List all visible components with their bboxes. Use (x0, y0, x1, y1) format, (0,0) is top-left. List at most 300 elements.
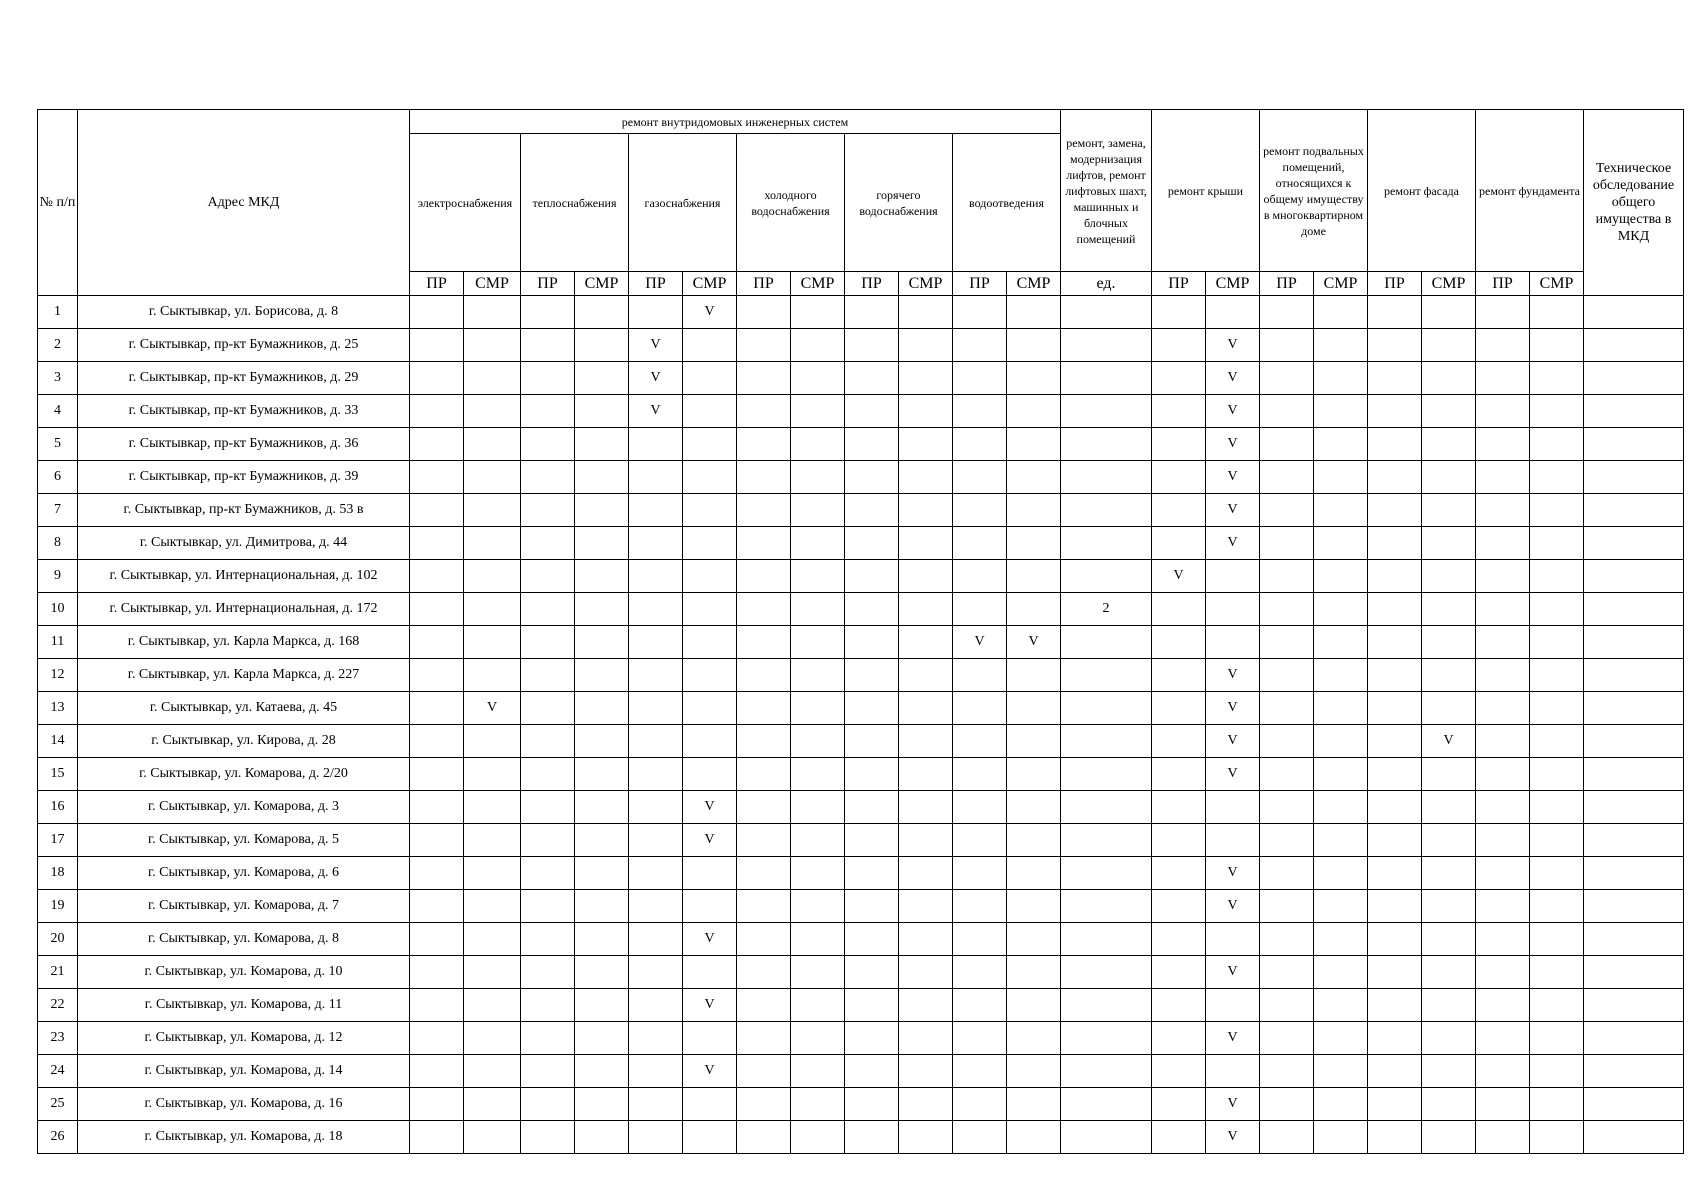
row-cell (521, 395, 575, 428)
row-cell (1530, 956, 1584, 989)
row-cell (575, 362, 629, 395)
table-row (38, 1055, 1684, 1088)
row-cell (1368, 659, 1422, 692)
row-cell (410, 626, 464, 659)
table-row (38, 989, 1684, 1022)
row-cell (1061, 791, 1152, 824)
row-cell (1584, 362, 1684, 395)
row-cell (1260, 890, 1314, 923)
row-cell (629, 758, 683, 791)
row-cell (791, 527, 845, 560)
row-number: 8 (38, 527, 78, 560)
row-number: 16 (38, 791, 78, 824)
row-cell (575, 923, 629, 956)
row-cell (1206, 989, 1260, 1022)
table-row (38, 758, 1684, 791)
row-cell (521, 725, 575, 758)
row-cell (1368, 923, 1422, 956)
row-cell (1260, 1055, 1314, 1088)
row-cell (575, 791, 629, 824)
row-cell (1260, 824, 1314, 857)
row-cell (791, 626, 845, 659)
row-cell (521, 494, 575, 527)
row-cell (410, 758, 464, 791)
row-cell (1260, 461, 1314, 494)
row-cell (1314, 791, 1368, 824)
row-cell (1314, 1088, 1368, 1121)
row-cell (899, 494, 953, 527)
row-cell (1152, 989, 1206, 1022)
row-cell (1152, 494, 1206, 527)
subheader-pr-0: ПР (410, 272, 464, 296)
row-number: 7 (38, 494, 78, 527)
row-cell (899, 857, 953, 890)
row-cell (1530, 461, 1584, 494)
row-cell (791, 725, 845, 758)
row-cell (737, 329, 791, 362)
row-cell (1314, 395, 1368, 428)
row-cell (737, 1121, 791, 1154)
row-cell: V (464, 692, 521, 725)
header-hot-water: горячего водоснабжения (845, 134, 953, 272)
row-cell (899, 593, 953, 626)
header-foundation: ремонт фундамента (1476, 110, 1584, 272)
row-cell (953, 824, 1007, 857)
row-cell (737, 527, 791, 560)
row-cell (1368, 560, 1422, 593)
row-number: 11 (38, 626, 78, 659)
row-address: г. Сыктывкар, ул. Комарова, д. 2/20 (78, 758, 410, 791)
row-cell (845, 923, 899, 956)
row-cell (1260, 1121, 1314, 1154)
row-cell (845, 362, 899, 395)
subheader-smr-9: СМР (899, 272, 953, 296)
row-cell (1206, 626, 1260, 659)
row-cell (521, 1022, 575, 1055)
row-cell (953, 296, 1007, 329)
row-cell (629, 428, 683, 461)
row-cell (737, 494, 791, 527)
row-cell (521, 362, 575, 395)
row-cell (1368, 527, 1422, 560)
table-header (38, 110, 1684, 296)
row-cell (575, 956, 629, 989)
row-number: 14 (38, 725, 78, 758)
row-cell (521, 1121, 575, 1154)
row-cell (410, 329, 464, 362)
row-number: 20 (38, 923, 78, 956)
row-cell (1476, 659, 1530, 692)
row-cell (1314, 659, 1368, 692)
row-cell (953, 758, 1007, 791)
row-cell (1152, 692, 1206, 725)
row-cell (629, 1088, 683, 1121)
row-cell (1260, 527, 1314, 560)
table-row (38, 890, 1684, 923)
row-cell (899, 329, 953, 362)
row-cell (1061, 296, 1152, 329)
row-cell (1314, 857, 1368, 890)
row-cell (464, 593, 521, 626)
row-cell (737, 956, 791, 989)
row-cell (899, 725, 953, 758)
row-cell (953, 890, 1007, 923)
row-cell (1530, 560, 1584, 593)
row-cell (899, 791, 953, 824)
row-cell (737, 758, 791, 791)
subheader-smr-7: СМР (791, 272, 845, 296)
row-cell: V (1206, 494, 1260, 527)
row-cell (1584, 692, 1684, 725)
row-cell (464, 395, 521, 428)
row-cell (521, 890, 575, 923)
row-cell (410, 1121, 464, 1154)
table-row (38, 1121, 1684, 1154)
row-cell (464, 659, 521, 692)
row-cell (1584, 725, 1684, 758)
row-cell (410, 428, 464, 461)
row-cell (1152, 626, 1206, 659)
row-address: г. Сыктывкар, ул. Комарова, д. 3 (78, 791, 410, 824)
row-cell (1584, 494, 1684, 527)
row-cell (737, 824, 791, 857)
row-cell (629, 461, 683, 494)
row-cell (464, 527, 521, 560)
row-cell (1530, 1088, 1584, 1121)
row-cell (1476, 890, 1530, 923)
row-cell (629, 725, 683, 758)
row-cell (1314, 758, 1368, 791)
row-cell (845, 296, 899, 329)
row-cell (1476, 329, 1530, 362)
row-cell (575, 428, 629, 461)
row-cell (791, 989, 845, 1022)
row-number: 6 (38, 461, 78, 494)
row-address: г. Сыктывкар, ул. Комарова, д. 18 (78, 1121, 410, 1154)
row-cell (953, 692, 1007, 725)
row-cell (1007, 989, 1061, 1022)
table-row (38, 428, 1684, 461)
row-cell (899, 461, 953, 494)
table-row (38, 824, 1684, 857)
row-cell (1476, 395, 1530, 428)
row-cell (1260, 296, 1314, 329)
row-cell (1007, 725, 1061, 758)
row-cell (737, 725, 791, 758)
row-cell (1152, 1055, 1206, 1088)
row-cell (1152, 428, 1206, 461)
header-internal-systems: ремонт внутридомовых инженерных систем (410, 110, 1061, 134)
row-cell (1422, 362, 1476, 395)
row-cell (1476, 956, 1530, 989)
row-cell (845, 395, 899, 428)
row-cell (1368, 1055, 1422, 1088)
table-row (38, 626, 1684, 659)
row-cell (1061, 560, 1152, 593)
subheader-pr-2: ПР (521, 272, 575, 296)
table-row (38, 692, 1684, 725)
row-cell (1584, 626, 1684, 659)
row-cell (845, 560, 899, 593)
row-cell (1368, 692, 1422, 725)
row-cell (521, 923, 575, 956)
row-cell (521, 461, 575, 494)
row-cell (1260, 758, 1314, 791)
row-cell (1368, 296, 1422, 329)
row-cell (1061, 725, 1152, 758)
row-cell (953, 659, 1007, 692)
row-cell (1007, 659, 1061, 692)
header-cold-water: холодного водоснабжения (737, 134, 845, 272)
row-cell (1368, 593, 1422, 626)
row-cell (464, 1022, 521, 1055)
row-cell (1152, 791, 1206, 824)
row-cell (1584, 461, 1684, 494)
row-cell (1152, 758, 1206, 791)
row-cell: V (683, 923, 737, 956)
row-cell (791, 791, 845, 824)
row-cell (464, 329, 521, 362)
row-cell (1368, 890, 1422, 923)
row-number: 3 (38, 362, 78, 395)
row-number: 19 (38, 890, 78, 923)
row-cell (1368, 1022, 1422, 1055)
row-cell (1260, 725, 1314, 758)
row-cell (899, 824, 953, 857)
row-cell (1314, 329, 1368, 362)
row-cell (1152, 1022, 1206, 1055)
row-cell (521, 824, 575, 857)
row-cell (1422, 296, 1476, 329)
row-cell (1007, 1022, 1061, 1055)
row-cell (1368, 758, 1422, 791)
row-cell (737, 659, 791, 692)
row-cell (1530, 725, 1584, 758)
row-cell (1530, 692, 1584, 725)
row-cell (1206, 791, 1260, 824)
row-cell (845, 692, 899, 725)
row-cell (521, 560, 575, 593)
table-row (38, 560, 1684, 593)
row-cell (629, 791, 683, 824)
row-address: г. Сыктывкар, ул. Комарова, д. 10 (78, 956, 410, 989)
row-cell (1260, 494, 1314, 527)
row-cell (464, 725, 521, 758)
row-cell (410, 659, 464, 692)
row-cell (1422, 395, 1476, 428)
row-cell: V (629, 329, 683, 362)
row-cell (1422, 626, 1476, 659)
row-cell (521, 593, 575, 626)
row-cell (1061, 461, 1152, 494)
row-cell (1422, 593, 1476, 626)
row-cell (899, 890, 953, 923)
row-cell (1530, 890, 1584, 923)
row-cell (1152, 329, 1206, 362)
row-cell (1476, 593, 1530, 626)
row-cell (410, 296, 464, 329)
row-cell (575, 494, 629, 527)
header-facade: ремонт фасада (1368, 110, 1476, 272)
row-cell (737, 626, 791, 659)
row-cell: V (683, 791, 737, 824)
row-cell (1584, 824, 1684, 857)
row-cell (791, 890, 845, 923)
row-cell (575, 692, 629, 725)
row-cell (1061, 923, 1152, 956)
row-cell (791, 659, 845, 692)
row-number: 15 (38, 758, 78, 791)
row-cell (1584, 428, 1684, 461)
row-cell (410, 956, 464, 989)
row-address: г. Сыктывкар, ул. Комарова, д. 12 (78, 1022, 410, 1055)
row-cell (1476, 1055, 1530, 1088)
row-cell (1314, 461, 1368, 494)
row-cell (1476, 1022, 1530, 1055)
row-cell (791, 1055, 845, 1088)
table-row (38, 857, 1684, 890)
row-cell (791, 362, 845, 395)
row-cell (1314, 527, 1368, 560)
row-cell (683, 956, 737, 989)
row-cell (683, 725, 737, 758)
row-cell (1368, 824, 1422, 857)
header-lifts: ремонт, замена, модернизация лифтов, ремонт лифтовых шахт, машинных и блочных помещений (1061, 110, 1152, 272)
row-cell (1260, 923, 1314, 956)
row-cell (1530, 395, 1584, 428)
row-cell (737, 1022, 791, 1055)
row-cell (899, 428, 953, 461)
row-cell (1061, 1088, 1152, 1121)
row-cell (791, 428, 845, 461)
row-cell (791, 1088, 845, 1121)
row-cell (737, 428, 791, 461)
row-address: г. Сыктывкар, пр-кт Бумажников, д. 33 (78, 395, 410, 428)
row-cell (575, 593, 629, 626)
row-cell (683, 527, 737, 560)
row-cell (629, 626, 683, 659)
row-cell (521, 659, 575, 692)
row-cell (521, 527, 575, 560)
row-cell (1476, 296, 1530, 329)
row-cell (629, 593, 683, 626)
row-cell: V (629, 362, 683, 395)
row-cell (953, 395, 1007, 428)
row-cell (1530, 1055, 1584, 1088)
row-cell (1584, 890, 1684, 923)
row-cell: V (1206, 956, 1260, 989)
row-cell (575, 329, 629, 362)
row-cell (410, 1022, 464, 1055)
row-number: 18 (38, 857, 78, 890)
row-cell (899, 362, 953, 395)
row-cell (1260, 692, 1314, 725)
row-cell (1007, 593, 1061, 626)
row-cell (521, 989, 575, 1022)
header-gas: газоснабжения (629, 134, 737, 272)
row-address: г. Сыктывкар, ул. Карла Маркса, д. 227 (78, 659, 410, 692)
row-cell (953, 1121, 1007, 1154)
row-cell (410, 692, 464, 725)
row-cell (953, 560, 1007, 593)
row-number: 9 (38, 560, 78, 593)
row-cell (575, 890, 629, 923)
row-cell (410, 461, 464, 494)
row-cell (1422, 1055, 1476, 1088)
row-cell (1206, 923, 1260, 956)
row-cell (1476, 494, 1530, 527)
row-cell (1368, 461, 1422, 494)
row-cell (575, 659, 629, 692)
row-cell (1152, 1088, 1206, 1121)
row-cell (629, 1121, 683, 1154)
table-row (38, 362, 1684, 395)
row-cell (737, 857, 791, 890)
row-address: г. Сыктывкар, ул. Комарова, д. 7 (78, 890, 410, 923)
row-cell (683, 461, 737, 494)
row-cell (791, 692, 845, 725)
row-cell (1476, 1121, 1530, 1154)
row-cell: V (683, 1055, 737, 1088)
row-cell (1584, 527, 1684, 560)
row-cell (737, 989, 791, 1022)
subheader-smr-11: СМР (1007, 272, 1061, 296)
row-cell (1061, 659, 1152, 692)
row-cell (1007, 362, 1061, 395)
row-cell (953, 428, 1007, 461)
row-cell (1260, 956, 1314, 989)
row-cell (1368, 725, 1422, 758)
row-cell (1061, 329, 1152, 362)
row-cell (1061, 1121, 1152, 1154)
row-cell (791, 857, 845, 890)
row-cell (1152, 296, 1206, 329)
table-row (38, 296, 1684, 329)
row-cell (1584, 296, 1684, 329)
row-cell (845, 461, 899, 494)
row-cell (410, 923, 464, 956)
row-cell (1314, 1121, 1368, 1154)
row-cell (791, 494, 845, 527)
row-address: г. Сыктывкар, пр-кт Бумажников, д. 25 (78, 329, 410, 362)
row-cell (737, 593, 791, 626)
row-cell: V (1206, 659, 1260, 692)
row-cell (629, 857, 683, 890)
row-address: г. Сыктывкар, пр-кт Бумажников, д. 36 (78, 428, 410, 461)
row-cell (521, 1055, 575, 1088)
row-cell (1368, 956, 1422, 989)
row-cell (1061, 758, 1152, 791)
row-cell (1476, 989, 1530, 1022)
row-cell (899, 527, 953, 560)
row-cell (1476, 791, 1530, 824)
row-cell (791, 1121, 845, 1154)
row-cell (1368, 791, 1422, 824)
row-cell (1260, 1022, 1314, 1055)
row-cell: V (1422, 725, 1476, 758)
subheader-smr-14: СМР (1206, 272, 1260, 296)
row-cell (1061, 527, 1152, 560)
row-cell (1206, 593, 1260, 626)
row-cell (1061, 494, 1152, 527)
row-cell (1368, 395, 1422, 428)
row-cell (845, 791, 899, 824)
row-cell (464, 791, 521, 824)
row-cell (1061, 956, 1152, 989)
row-cell (1584, 1121, 1684, 1154)
row-number: 17 (38, 824, 78, 857)
row-cell (1422, 923, 1476, 956)
